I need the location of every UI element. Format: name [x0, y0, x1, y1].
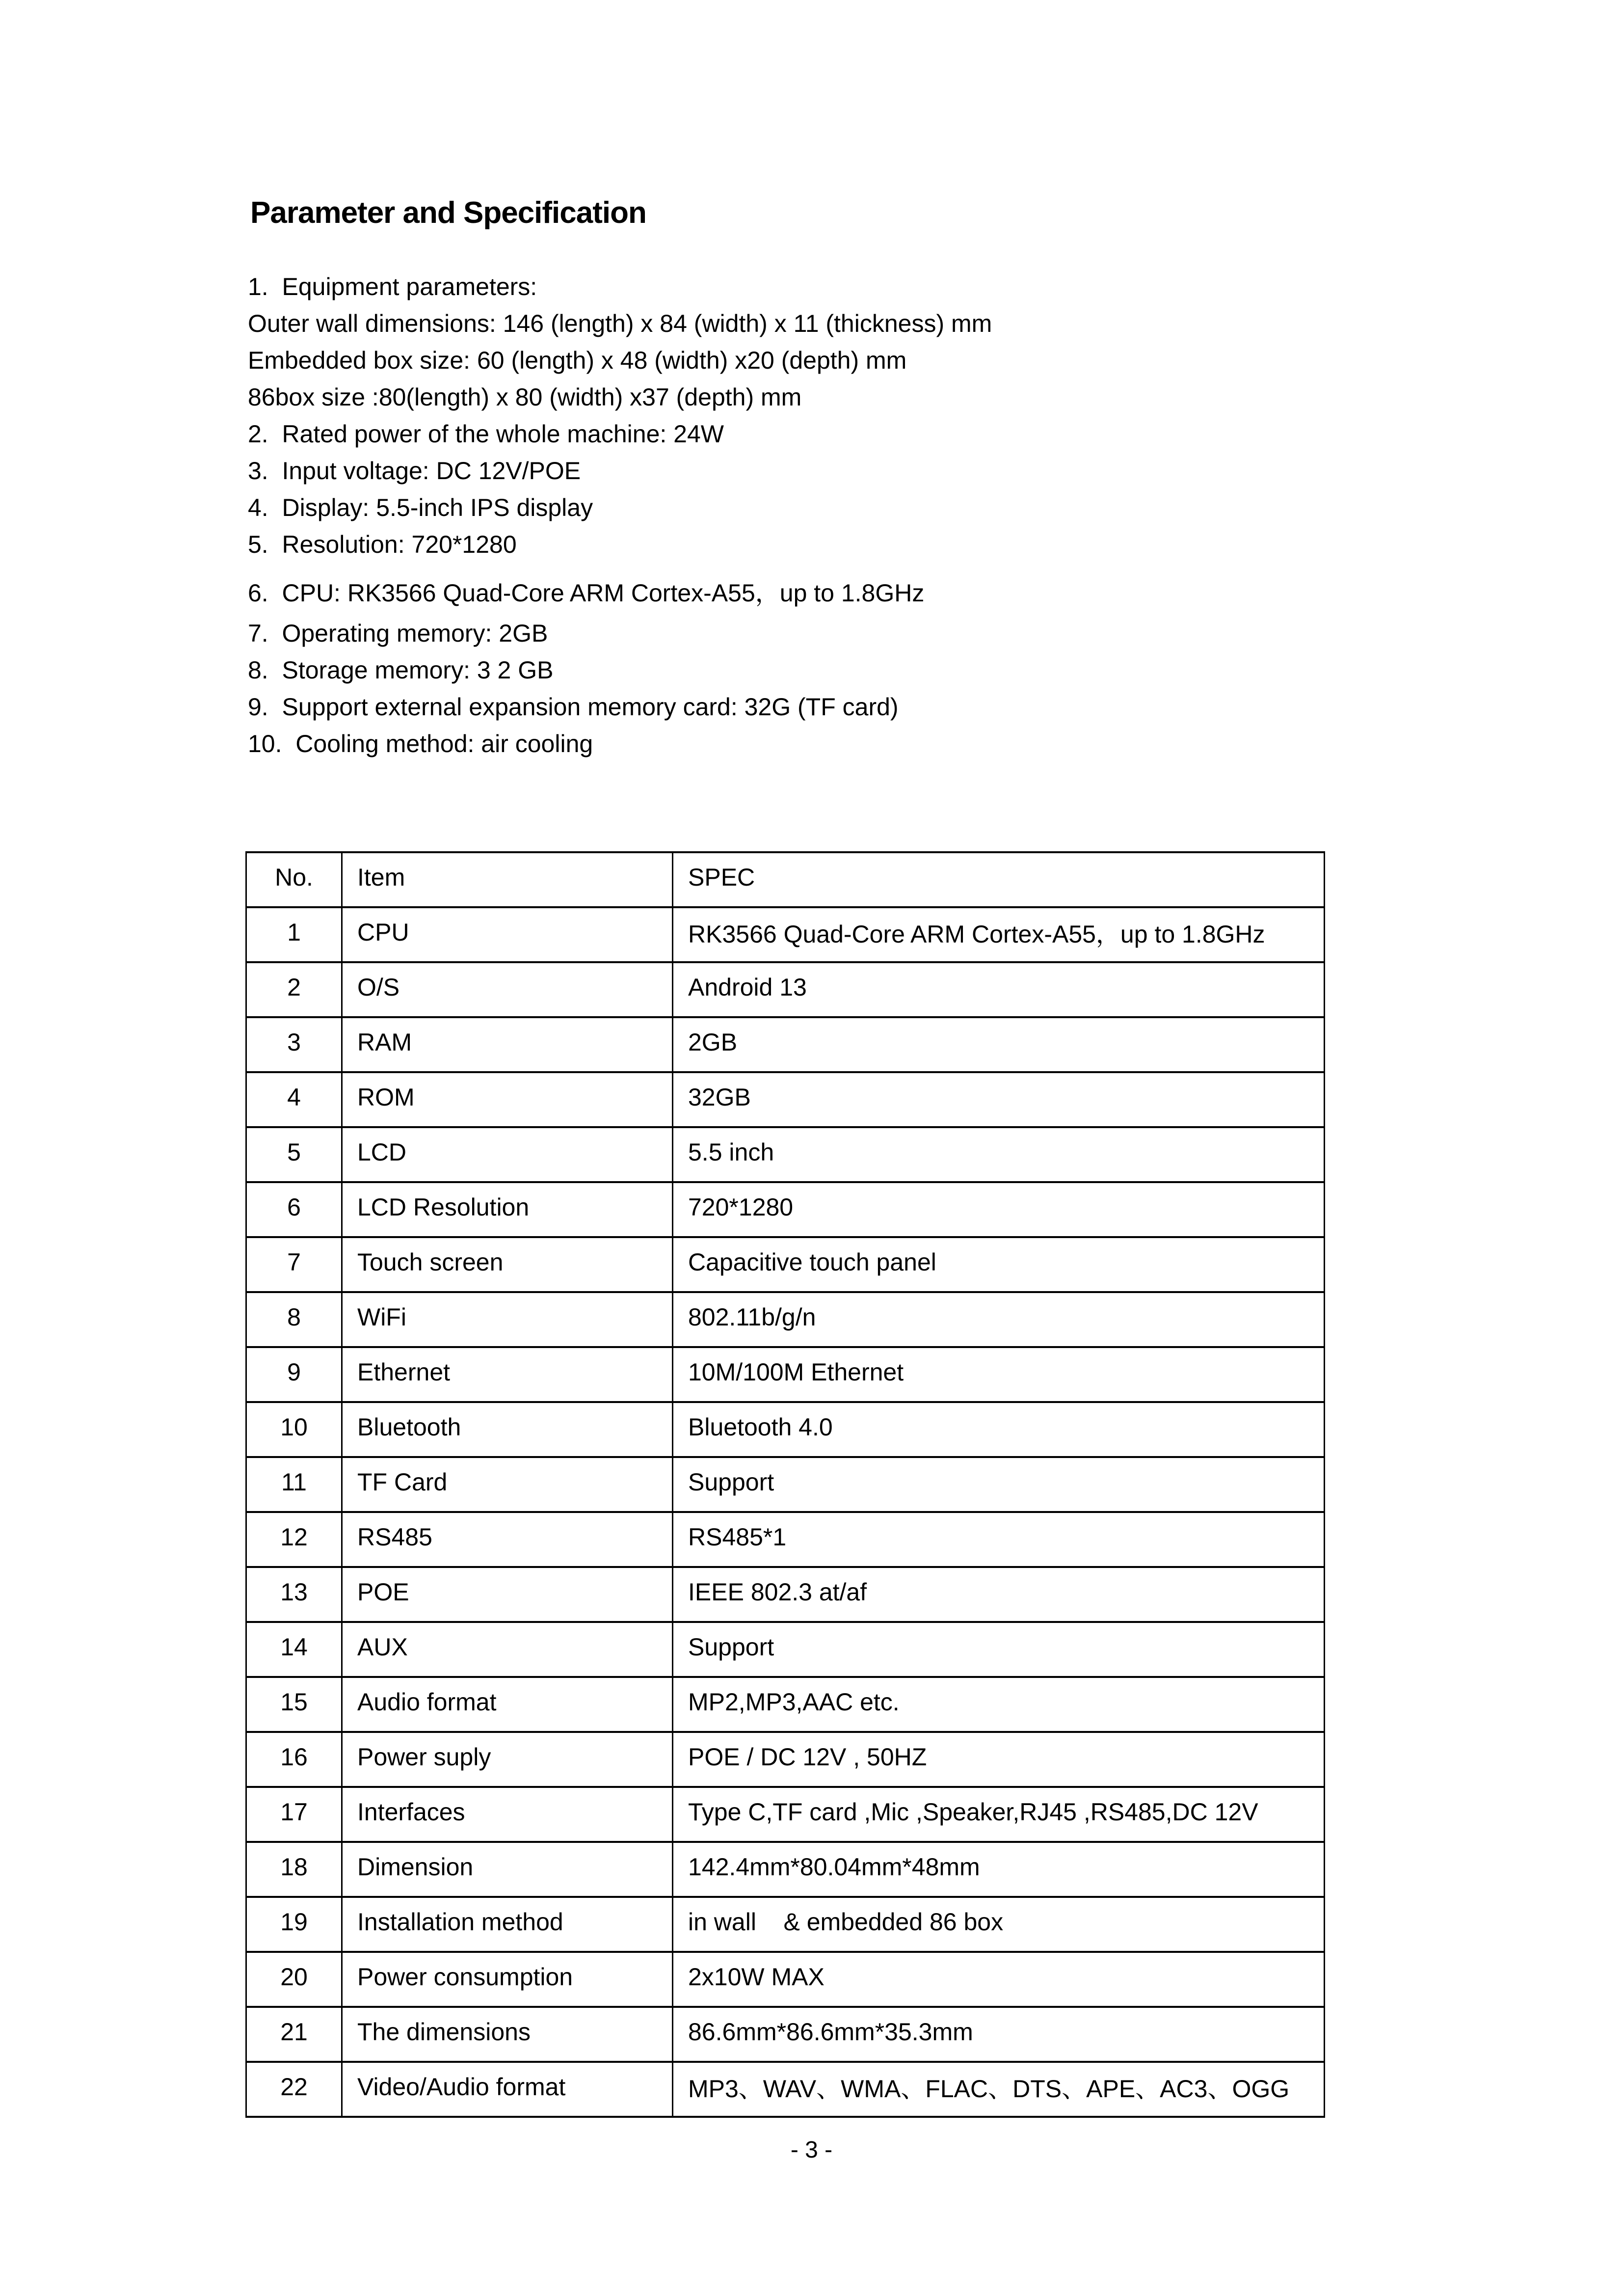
cell-spec: in wall & embedded 86 box: [673, 1897, 1325, 1952]
cell-no: 7: [246, 1237, 342, 1292]
table-row: [246, 1842, 1325, 1897]
cell-spec: Type C,TF card ,Mic ,Speaker,RJ45 ,RS485,DC 12V: [673, 1787, 1325, 1842]
cell-no: 5: [246, 1127, 342, 1182]
cell-item: LCD: [342, 1127, 673, 1182]
cell-item: The dimensions: [342, 2007, 673, 2062]
cell-spec: 86.6mm*86.6mm*35.3mm: [673, 2007, 1325, 2062]
cell-spec: 5.5 inch: [673, 1127, 1325, 1182]
cell-spec: 2x10W MAX: [673, 1952, 1325, 2007]
cell-item: Ethernet: [342, 1347, 673, 1402]
cell-no: 9: [246, 1347, 342, 1402]
cell-item: Power consumption: [342, 1952, 673, 2007]
cell-item: WiFi: [342, 1292, 673, 1347]
cell-no: 10: [246, 1402, 342, 1457]
cell-spec: Support: [673, 1457, 1325, 1512]
list-item: 4. Display: 5.5-inch IPS display: [248, 494, 593, 521]
cell-item: ROM: [342, 1072, 673, 1127]
cell-no: 19: [246, 1897, 342, 1952]
list-item: 7. Operating memory: 2GB: [248, 620, 548, 647]
list-item: 86box size :80(length) x 80 (width) x37 (depth) mm: [248, 383, 802, 411]
cell-spec: Bluetooth 4.0: [673, 1402, 1325, 1457]
page-title: Parameter and Specification: [250, 196, 646, 230]
cell-item: AUX: [342, 1622, 673, 1677]
spec-table-body: [246, 907, 1325, 2117]
cell-item: RS485: [342, 1512, 673, 1567]
table-row: [246, 962, 1325, 1017]
table-row: [246, 1952, 1325, 2007]
page-number: - 3 -: [790, 2137, 833, 2163]
cell-spec: 10M/100M Ethernet: [673, 1347, 1325, 1402]
list-item: 1. Equipment parameters:: [248, 273, 537, 300]
cell-spec: MP3、WAV、WMA、FLAC、DTS、APE、AC3、OGG: [673, 2062, 1325, 2117]
table-row: [246, 1072, 1325, 1127]
table-row: [246, 1787, 1325, 1842]
cell-item: POE: [342, 1567, 673, 1622]
cell-item: O/S: [342, 962, 673, 1017]
cell-item: Power suply: [342, 1732, 673, 1787]
cell-no: 14: [246, 1622, 342, 1677]
cell-spec: POE / DC 12V , 50HZ: [673, 1732, 1325, 1787]
cell-no: 21: [246, 2007, 342, 2062]
cell-spec: MP2,MP3,AAC etc.: [673, 1677, 1325, 1732]
cell-item: Dimension: [342, 1842, 673, 1897]
table-row: [246, 907, 1325, 962]
cell-no: 12: [246, 1512, 342, 1567]
cell-no: 20: [246, 1952, 342, 2007]
cell-item: Touch screen: [342, 1237, 673, 1292]
cell-no: 6: [246, 1182, 342, 1237]
column-header-spec: SPEC: [673, 852, 1325, 907]
table-row: [246, 1677, 1325, 1732]
equipment-parameters-list: [248, 269, 1450, 762]
list-item: Outer wall dimensions: 146 (length) x 84 (width) x 11 (thickness) mm: [248, 310, 992, 337]
list-item: 3. Input voltage: DC 12V/POE: [248, 457, 581, 485]
table-header-row: [246, 852, 1325, 907]
cell-spec: RK3566 Quad-Core ARM Cortex-A55，up to 1.8GHz: [673, 907, 1325, 962]
table-row: [246, 1292, 1325, 1347]
spec-table: [245, 851, 1325, 2118]
cell-item: CPU: [342, 907, 673, 962]
table-row: [246, 1732, 1325, 1787]
cell-item: TF Card: [342, 1457, 673, 1512]
cell-spec: 802.11b/g/n: [673, 1292, 1325, 1347]
cell-no: 13: [246, 1567, 342, 1622]
cell-no: 18: [246, 1842, 342, 1897]
cell-no: 4: [246, 1072, 342, 1127]
list-item: 8. Storage memory: 3 2 GB: [248, 656, 554, 684]
table-row: [246, 1237, 1325, 1292]
cell-item: Interfaces: [342, 1787, 673, 1842]
list-item: 5. Resolution: 720*1280: [248, 531, 517, 558]
table-row: [246, 1512, 1325, 1567]
cell-item: Bluetooth: [342, 1402, 673, 1457]
cell-spec: Support: [673, 1622, 1325, 1677]
cell-spec: 720*1280: [673, 1182, 1325, 1237]
cell-no: 16: [246, 1732, 342, 1787]
table-row: [246, 1457, 1325, 1512]
table-row: [246, 1567, 1325, 1622]
cell-spec: 32GB: [673, 1072, 1325, 1127]
column-header-no: No.: [246, 852, 342, 907]
cell-spec: Capacitive touch panel: [673, 1237, 1325, 1292]
list-item: 10. Cooling method: air cooling: [248, 730, 593, 757]
list-item: 2. Rated power of the whole machine: 24W: [248, 420, 724, 448]
table-row: [246, 1017, 1325, 1072]
table-row: [246, 2007, 1325, 2062]
table-row: [246, 1127, 1325, 1182]
list-item: Embedded box size: 60 (length) x 48 (width) x20 (depth) mm: [248, 347, 907, 374]
cell-spec: IEEE 802.3 at/af: [673, 1567, 1325, 1622]
cell-no: 2: [246, 962, 342, 1017]
cell-spec: RS485*1: [673, 1512, 1325, 1567]
cell-spec: 142.4mm*80.04mm*48mm: [673, 1842, 1325, 1897]
table-row: [246, 1402, 1325, 1457]
cell-item: LCD Resolution: [342, 1182, 673, 1237]
cell-no: 3: [246, 1017, 342, 1072]
cell-item: Installation method: [342, 1897, 673, 1952]
cell-no: 11: [246, 1457, 342, 1512]
table-row: [246, 2062, 1325, 2117]
table-row: [246, 1897, 1325, 1952]
table-row: [246, 1347, 1325, 1402]
list-item: 6. CPU: RK3566 Quad-Core ARM Cortex-A55，up to 1.8GHz: [248, 579, 925, 607]
cell-no: 1: [246, 907, 342, 962]
list-item: 9. Support external expansion memory card: 32G (TF card): [248, 693, 899, 721]
cell-item: Video/Audio format: [342, 2062, 673, 2117]
column-header-item: Item: [342, 852, 673, 907]
cell-item: RAM: [342, 1017, 673, 1072]
cell-no: 17: [246, 1787, 342, 1842]
table-row: [246, 1182, 1325, 1237]
cell-no: 22: [246, 2062, 342, 2117]
cell-no: 8: [246, 1292, 342, 1347]
cell-no: 15: [246, 1677, 342, 1732]
cell-spec: 2GB: [673, 1017, 1325, 1072]
table-row: [246, 1622, 1325, 1677]
cell-spec: Android 13: [673, 962, 1325, 1017]
cell-item: Audio format: [342, 1677, 673, 1732]
